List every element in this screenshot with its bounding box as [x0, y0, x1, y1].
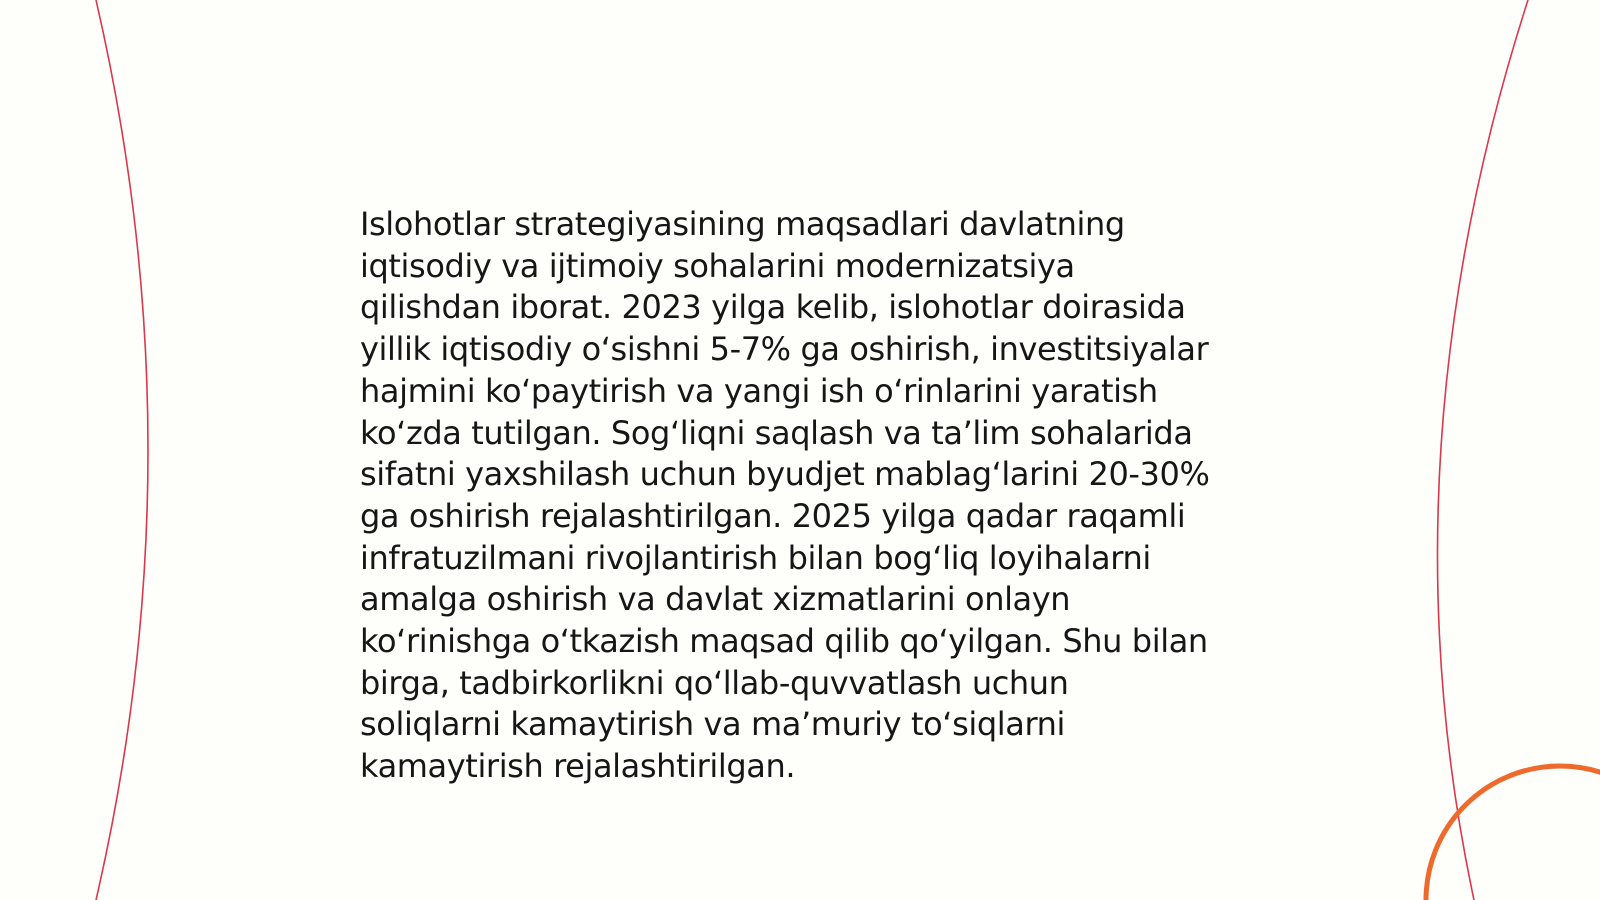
accent-circle	[1426, 766, 1600, 900]
left-arc-line	[96, 0, 148, 900]
right-arc-line	[1437, 0, 1528, 900]
slide-body-text: Islohotlar strategiyasining maqsadlari davlatning iqtisodiy va ijtimoiy sohalarini modernizatsiya qilishdan iborat. 2023 yilga kelib, islohotlar doirasida yillik iqtisodiy oʻsishni 5-7% ga oshirish, investitsiyalar hajmini koʻpaytirish va yangi ish oʻrinlarini yaratish koʻzda tutilgan. Sogʻliqni saqlash va taʼlim sohalarida sifatni yaxshilash uchun byudjet mablagʻlarini 20-30% ga oshirish rejalashtirilgan. 2025 yilga qadar raqamli infratuzilmani rivojlantirish bilan bogʻliq loyihalarni amalga oshirish va davlat xizmatlarini onlayn koʻrinishga oʻtkazish maqsad qilib qoʻyilgan. Shu bilan birga, tadbirkorlikni qoʻllab-quvvatlash uchun soliqlarni kamaytirish va maʼmuriy toʻsiqlarni kamaytirish rejalashtirilgan.	[360, 205, 1210, 786]
